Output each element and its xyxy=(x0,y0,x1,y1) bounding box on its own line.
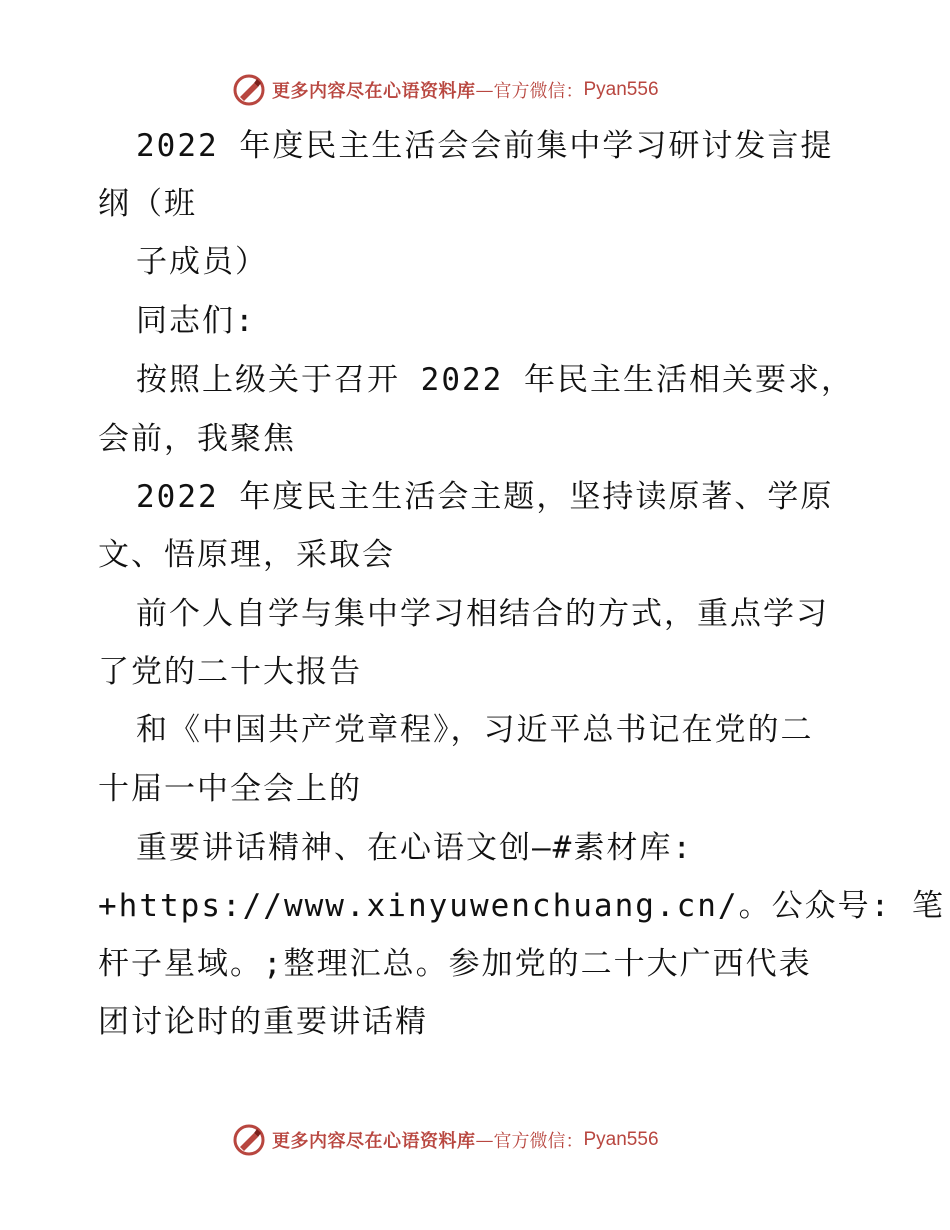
banner-dash: — xyxy=(475,1129,494,1151)
text-line: 十届一中全会上的 xyxy=(98,771,362,807)
footer-banner xyxy=(232,1120,659,1160)
text-line: 按照上级关于召开 2022 年民主生活相关要求， xyxy=(136,362,854,398)
banner-wechat-id: Pyan556 xyxy=(583,1129,659,1150)
text-line: 团讨论时的重要讲话精 xyxy=(98,1004,428,1040)
text-line: 和《中国共产党章程》，习近平总书记在党的二 xyxy=(136,712,814,748)
text-line: 同志们: xyxy=(136,303,256,339)
text-line: 纲（班 xyxy=(98,186,197,222)
pen-logo-icon xyxy=(232,1123,266,1157)
text-line: 子成员） xyxy=(136,244,268,280)
text-line: 2022 年度民主生活会主题，坚持读原著、学原 xyxy=(136,479,834,515)
text-line: 会前，我聚焦 xyxy=(98,421,296,457)
text-line: 重要讲话精神、在心语文创—#素材库: xyxy=(136,830,693,866)
banner-main-text: 更多内容尽在心语资料库 xyxy=(272,1131,476,1152)
text-line: 前个人自学与集中学习相结合的方式，重点学习 xyxy=(136,596,829,632)
text-line: 2022 年度民主生活会会前集中学习研讨发言提 xyxy=(136,128,834,164)
text-line: 杆子星域。;整理汇总。参加党的二十大广西代表 xyxy=(98,946,812,982)
banner-wechat-id: Pyan556 xyxy=(583,79,659,100)
pen-logo-icon xyxy=(232,73,266,107)
text-line: 了党的二十大报告 xyxy=(98,654,362,690)
text-line: 文、悟原理，采取会 xyxy=(98,537,395,573)
banner-sub-text: 官方微信： xyxy=(493,1131,584,1152)
banner-dash: — xyxy=(475,79,494,101)
banner-sub-text: 官方微信： xyxy=(493,81,584,102)
banner-main-text: 更多内容尽在心语资料库 xyxy=(272,81,476,102)
header-banner xyxy=(232,70,659,110)
text-line: +https://www.xinyuwenchuang.cn/。公众号: 笔 xyxy=(98,888,945,924)
